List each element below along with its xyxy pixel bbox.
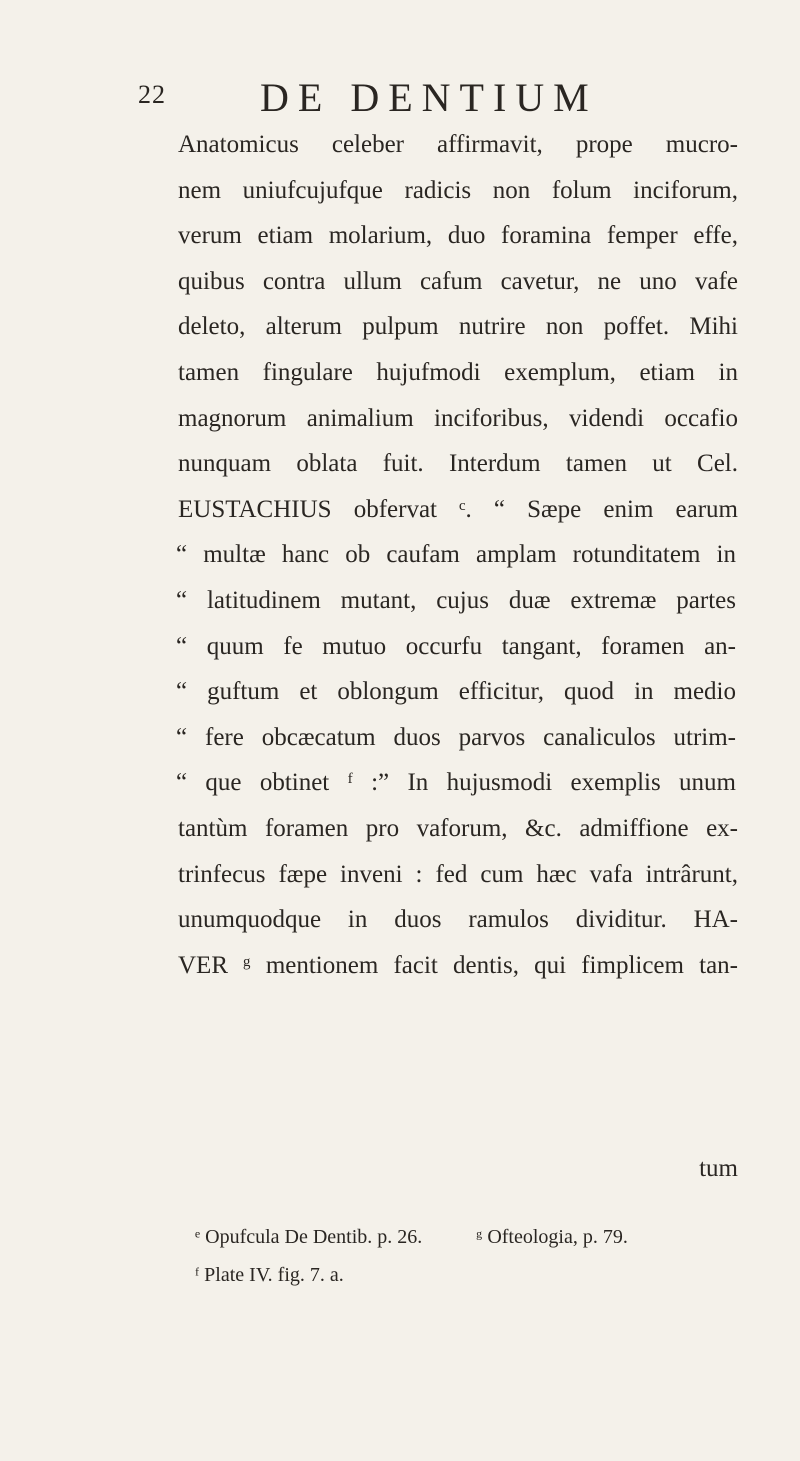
text-line: unumquodque in duos ramulos dividitur. HA-: [178, 906, 738, 934]
text-line: deleto, alterum pulpum nutrire non poffet. Mihi: [178, 313, 738, 341]
text-line: magnorum animalium inciforibus, videndi occafio: [178, 404, 738, 432]
text-line: nunquam oblata fuit. Interdum tamen ut Cel.: [178, 450, 738, 478]
footnotes: [195, 1218, 755, 1294]
text-line: tantùm foramen pro vaforum, &c. admiffione ex-: [178, 814, 738, 842]
text-line: trinfecus fæpe inveni : fed cum hæc vafa intrârunt,: [178, 860, 738, 888]
footnote-row: [195, 1256, 755, 1294]
quote-line: “ quum fe mutuo occurfu tangant, foramen an-: [176, 632, 736, 660]
text-line: quibus contra ullum cafum cavetur, ne uno vafe: [178, 267, 738, 295]
footnote-g: ᵍ Ofteologia, p. 79.: [476, 1226, 628, 1248]
text-line: nem uniufcujufque radicis non folum inciforum,: [178, 176, 738, 204]
footnote-row: [195, 1218, 755, 1256]
text-line: VER ᵍ mentionem facit dentis, qui fimplicem tan-: [178, 951, 738, 979]
quote-line: “ que obtinet ᶠ :” In hujusmodi exemplis unum: [176, 769, 736, 797]
quote-line: “ guftum et oblongum efficitur, quod in medio: [176, 678, 736, 706]
page-number: 22: [138, 80, 166, 109]
quote-line: “ multæ hanc ob caufam amplam rotunditatem in: [176, 541, 736, 569]
quote-line: “ latitudinem mutant, cujus duæ extremæ partes: [176, 586, 736, 614]
text-line: verum etiam molarium, duo foramina femper effe,: [178, 222, 738, 250]
catchword: tum: [699, 1155, 738, 1182]
quote-line: “ fere obcæcatum duos parvos canaliculos utrim-: [176, 723, 736, 751]
running-head: DE DENTIUM: [260, 75, 598, 120]
page-header: [138, 74, 768, 122]
text-line: EUSTACHIUS obfervat ᶜ. “ Sæpe enim earum: [178, 495, 738, 523]
body-text: [178, 122, 738, 988]
text-line: tamen fingulare hujufmodi exemplum, etiam in: [178, 358, 738, 386]
footnote-f: ᶠ Plate IV. fig. 7. a.: [195, 1264, 344, 1286]
footnote-e: ᵉ Opufcula De Dentib. p. 26.: [195, 1226, 423, 1248]
text-line: Anatomicus celeber affirmavit, prope mucro-: [178, 131, 738, 158]
